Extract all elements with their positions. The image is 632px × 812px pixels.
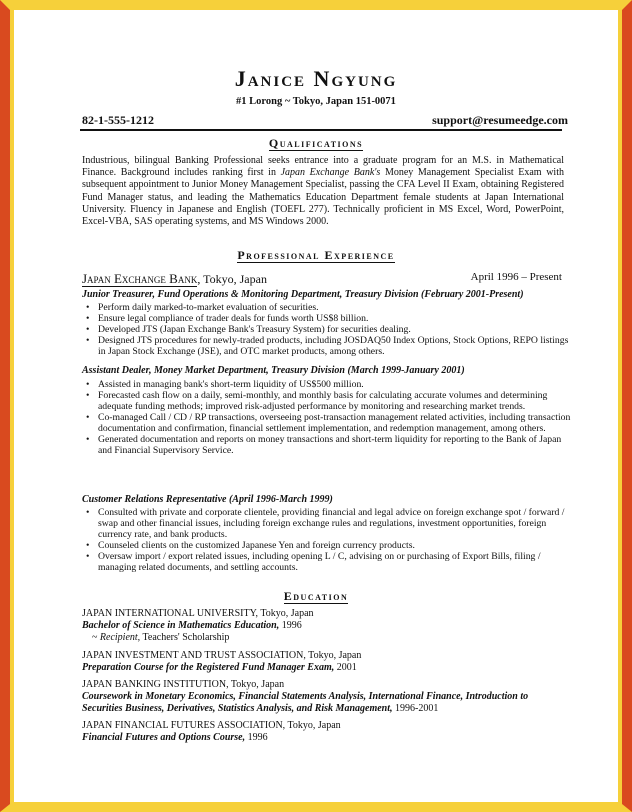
employer-line: Japan Exchange Bank, Tokyo, Japan <box>82 271 267 286</box>
education-heading: Education <box>283 589 349 603</box>
list-item: • Oversaw import / export related issues, including opening L / C, advising on or purchasing of Export Bills, filing / managing related documents, and settling accounts. <box>98 551 572 573</box>
address: #1 Lorong ~ Tokyo, Japan 151-0071 <box>236 96 396 107</box>
education-entry: JAPAN BANKING INSTITUTION, Tokyo, Japan Coursework in Monetary Economics, Financial Statements Analysis, International Finance, Introduction to Securities Business, Derivatives, Statistics Analysis, and Risk Management, 1996-2001 <box>82 679 564 715</box>
resume-page <box>14 10 618 802</box>
tilde-marker: ~ <box>92 632 100 643</box>
employer-name: Japan Exchange Bank <box>82 271 198 286</box>
header-rule <box>80 129 562 131</box>
institution: JAPAN FINANCIAL FUTURES ASSOCIATION, Tokyo, Japan <box>82 720 341 731</box>
qualifications-summary: Industrious, bilingual Banking Professional seeks entrance into a graduate program for an M.S. in Mathematical Finance. Background includes ranking first in Japan Exchange Bank's Money Management Specialist Exam with subsequent appointment to Junior Money Management Specialist, passing the CFA Level II Exam, obtaining Registered Fund Manager status, and leading the Mathematics Education Department female students at Japan International University. Fluency in Japanese and English (TOEFL 277). Technically proficient in MS Excel, Word, PowerPoint, Excel-VBA, SAS operating systems, and MS Windows 2000. <box>82 155 564 228</box>
list-item: • Designed JTS procedures for newly-traded products, including JOSDAQ50 Index Options, Stock Options, REPO listings in Japan Stock Exchange (JSE), and OTC market products, among others. <box>98 335 572 357</box>
role-bullets <box>84 379 572 456</box>
institution: JAPAN INTERNATIONAL UNIVERSITY, Tokyo, Japan <box>82 608 314 619</box>
role-bullets <box>84 507 572 573</box>
institution: JAPAN INVESTMENT AND TRUST ASSOCIATION, Tokyo, Japan <box>82 650 362 661</box>
candidate-name: Janice Ngyung <box>234 66 398 91</box>
phone-number: 82-1-555-1212 <box>82 113 154 127</box>
role-title: Customer Relations Representative (April 1996-March 1999) <box>82 494 333 505</box>
list-item: • Co-managed Call / CD / RP transactions, overseeing post-transaction management related activities, including transaction documentation and confirmation, financial settlement implementation, and redemption management, among others. <box>98 412 572 434</box>
list-item: • Developed JTS (Japan Exchange Bank's Treasury System) for securities dealing. <box>98 324 572 335</box>
role-bullets <box>84 302 572 357</box>
education-entry: JAPAN INVESTMENT AND TRUST ASSOCIATION, Tokyo, Japan Preparation Course for the Registered Fund Manager Exam, 2001 <box>82 650 362 673</box>
list-item: • Assisted in managing bank's short-term liquidity of US$500 million. <box>98 379 572 390</box>
list-item: • Consulted with private and corporate clientele, providing financial and legal advice on foreign exchange spot / forward / swap and other financial issues, including foreign exchange rules and regulations, investment opportunities, foreign currency rate, and bank products. <box>98 507 572 540</box>
program: Financial Futures and Options Course, <box>82 732 246 743</box>
program: Bachelor of Science in Mathematics Education, <box>82 620 280 631</box>
program: Preparation Course for the Registered Fund Manager Exam, <box>82 662 335 673</box>
list-item: • Forecasted cash flow on a daily, semi-monthly, and monthly basis for calculating accurate volumes and determining adequate funding methods; improved risk-adjusted performance by monitoring and researching market trends. <box>98 390 572 412</box>
experience-heading: Professional Experience <box>237 248 395 262</box>
qualifications-heading: Qualifications <box>268 136 364 150</box>
institution: JAPAN BANKING INSTITUTION, Tokyo, Japan <box>82 679 285 690</box>
list-item: • Ensure legal compliance of trader deals for funds worth US$8 billion. <box>98 313 572 324</box>
employment-dates: April 1996 – Present <box>470 271 562 283</box>
list-item: • Perform daily marked-to-market evaluation of securities. <box>98 302 572 313</box>
role-title: Assistant Dealer, Money Market Department, Treasury Division (March 1999-January 2001) <box>82 365 465 376</box>
education-entry: JAPAN FINANCIAL FUTURES ASSOCIATION, Tokyo, Japan Financial Futures and Options Course, 1996 <box>82 720 341 743</box>
role-title: Junior Treasurer, Fund Operations & Monitoring Department, Treasury Division (February 2001-Present) <box>82 289 524 300</box>
list-item: • Counseled clients on the customized Japanese Yen and foreign currency products. <box>98 540 572 551</box>
education-entry: JAPAN INTERNATIONAL UNIVERSITY, Tokyo, Japan Bachelor of Science in Mathematics Education, 1996 ~ Recipient, Teachers' Scholarship <box>82 608 314 643</box>
email-address: support@resumeedge.com <box>432 113 568 127</box>
program: Coursework in Monetary Economics, Financial Statements Analysis, International Finance, Introduction to Securities Business, Derivatives, Statistics Analysis, and Risk Management, <box>82 691 529 714</box>
list-item: • Generated documentation and reports on money transactions and short-term liquidity for reporting to the Bank of Japan and Financial Supervisory Service. <box>98 434 572 456</box>
